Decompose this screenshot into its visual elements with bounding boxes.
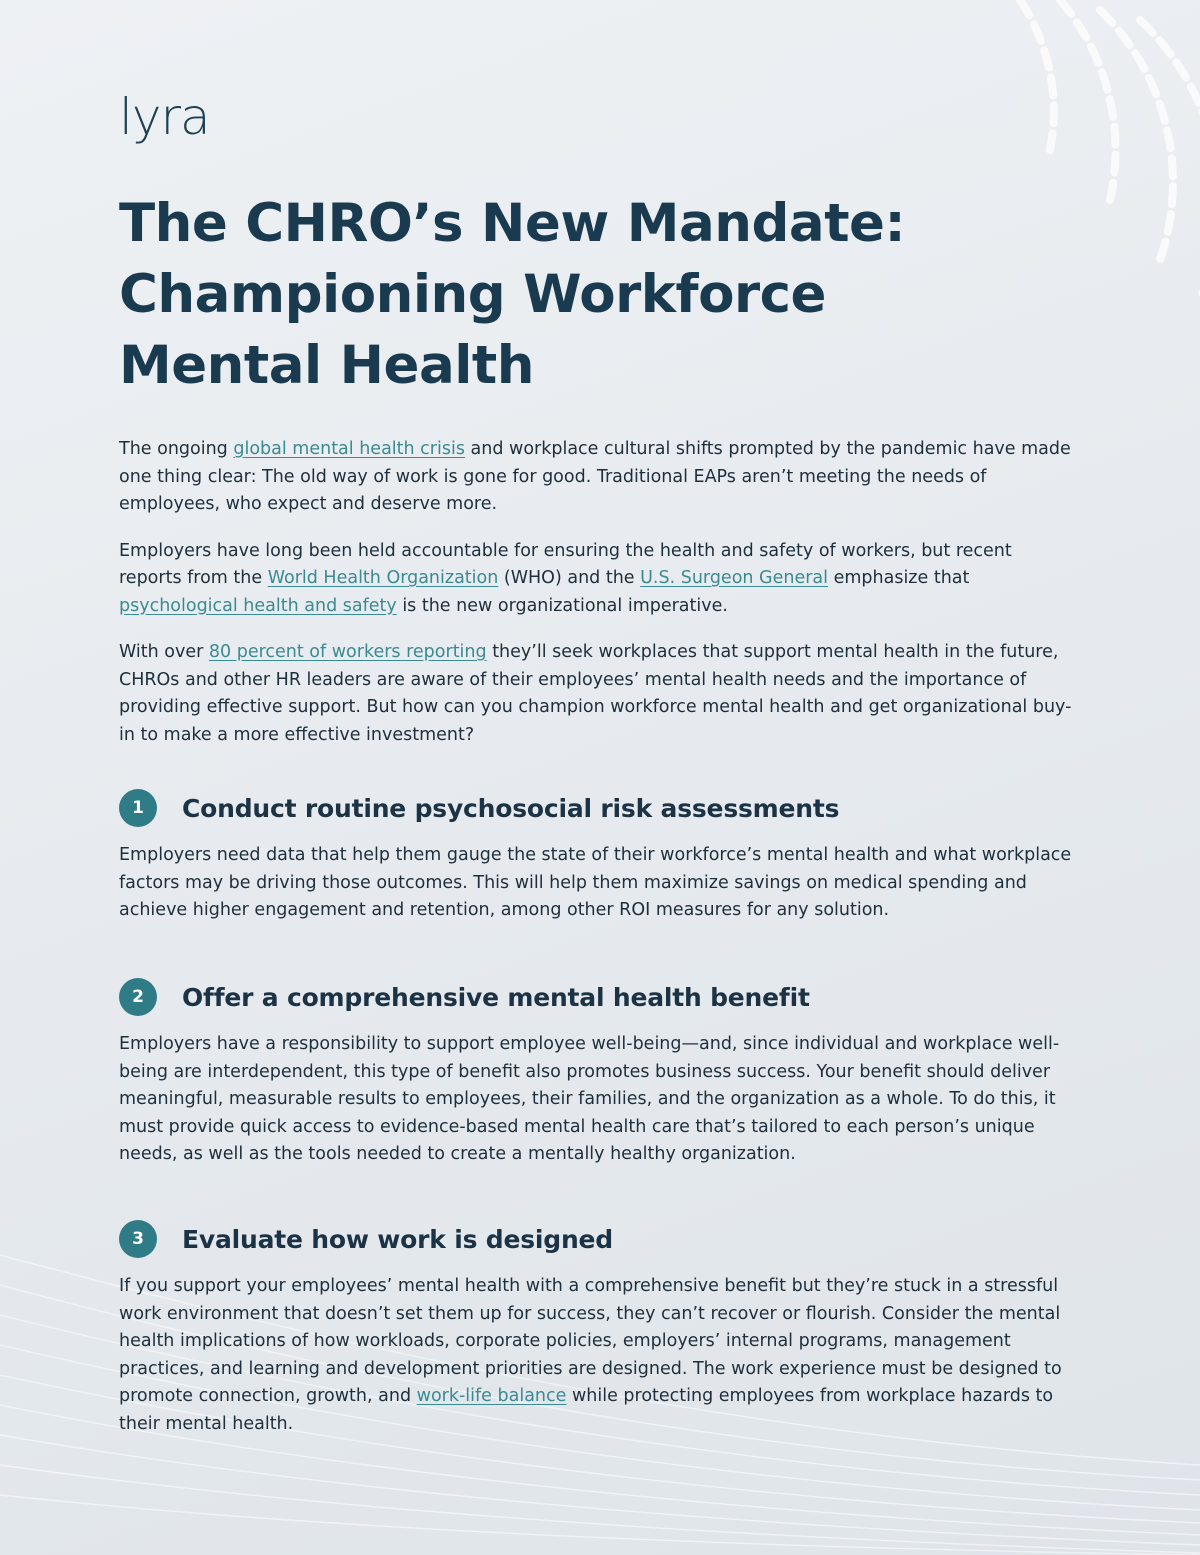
section-title: Conduct routine psychosocial risk assessments [182, 793, 840, 823]
link-us-surgeon-general[interactable]: U.S. Surgeon General [640, 568, 829, 588]
section-body: Employers have a responsibility to support employee well-being—and, since individual and workplace well-being are interdependent, this type of benefit also promotes business success. Your benefit should deliver meaningful, measurable results to employees, their families, and the organization as a whole. To do this, it must provide quick access to evidence-based mental health care that’s tailored to each person’s unique needs, as well as the tools needed to create a mentally healthy organization. [119, 1034, 1060, 1164]
intro-section [119, 436, 1079, 768]
section-heading [119, 977, 1079, 1017]
text: is the new organizational imperative. [396, 595, 728, 616]
link-80-percent-workers[interactable]: 80 percent of workers reporting [208, 642, 487, 662]
section-heading [119, 1219, 1079, 1259]
lyra-logo: lyra [119, 88, 210, 146]
title-line: Championing Workforce [119, 264, 826, 325]
text: The ongoing [119, 439, 234, 459]
text: while protecting employees from workplace hazards to their mental health. [119, 1386, 1054, 1434]
section-body [119, 1273, 1079, 1438]
intro-paragraph-2 [119, 538, 1079, 621]
text: If you support your employees’ mental health with a comprehensive benefit but they’re stuck in a stressful work environment that doesn’t set them up for success, they can’t recover or flourish. Consider the mental health implications of how workloads, corporate policies, employers’ internal programs, management practices, and learning and development priorities are designed. The work experience must be designed to promote connection, growth, and [119, 1276, 1062, 1406]
title-line: Mental Health [119, 335, 534, 396]
section-1 [119, 788, 1079, 944]
text: Employers have long been held accountable for ensuring the health and safety of workers, but recent reports from the [119, 540, 1012, 588]
page-title [119, 188, 1019, 401]
text: they’ll seek workplaces that support mental health in the future, CHROs and other HR leaders are aware of their employees’ mental health needs and the importance of providing effective support. But how can you champion workforce mental health and get organizational buy-in to make a more effective investment? [119, 642, 1072, 745]
section-title: Evaluate how work is designed [182, 1224, 613, 1254]
text: and workplace cultural shifts prompted by the pandemic have made one thing clear: The old way of work is gone for good. Traditional EAPs aren’t meeting the needs of employees, who expect and deserve more. [119, 439, 1071, 514]
section-3 [119, 1219, 1079, 1457]
section-title: Offer a comprehensive mental health benefit [182, 982, 810, 1012]
text: (WHO) and the [498, 568, 641, 588]
section-2 [119, 977, 1079, 1188]
section-heading [119, 788, 1079, 828]
title-line: The CHRO’s New Mandate: [119, 193, 906, 254]
section-body: Employers need data that help them gauge the state of their workforce’s mental health and what workplace factors may be driving those outcomes. This will help them maximize savings on medical spending and achieve higher engagement and retention, among other ROI measures for any solution. [119, 845, 1072, 920]
link-psychological-health-safety[interactable]: psychological health and safety [119, 595, 397, 616]
link-global-mental-health-crisis[interactable]: global mental health crisis [233, 439, 465, 459]
intro-paragraph-1 [119, 436, 1079, 519]
text: With over [119, 642, 209, 662]
step-number-badge: 3 [119, 1220, 157, 1258]
step-number-badge: 1 [119, 789, 157, 827]
link-world-health-organization[interactable]: World Health Organization [267, 568, 499, 588]
step-number-badge: 2 [119, 978, 157, 1016]
text: emphasize that [828, 568, 970, 588]
intro-paragraph-3 [119, 639, 1079, 749]
link-work-life-balance[interactable]: work-life balance [416, 1386, 567, 1406]
